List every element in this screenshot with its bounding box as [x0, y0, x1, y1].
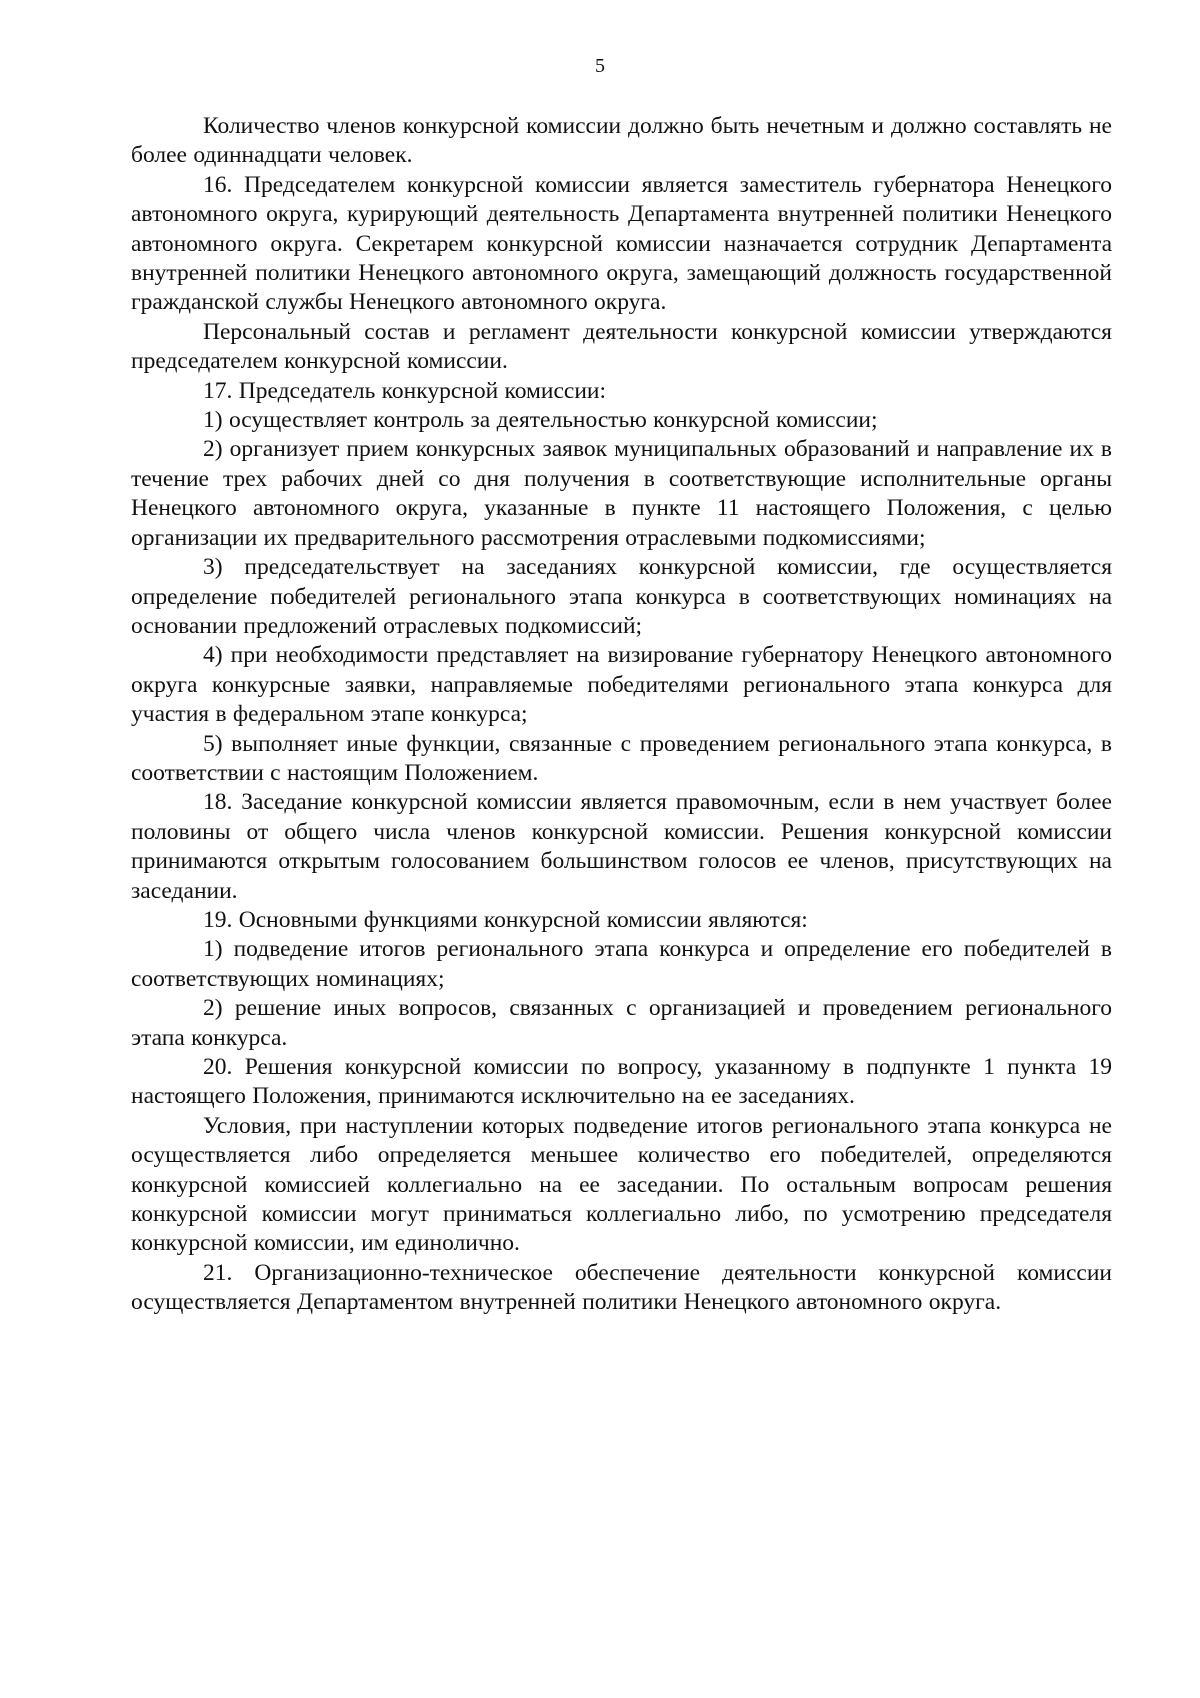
paragraph-commission-size: Количество членов конкурсной комиссии должно быть нечетным и должно составлять не более одиннадцати человек. [131, 113, 1112, 169]
list-item-17-2: 2) организует прием конкурсных заявок муниципальных образований и направление их в течение трех рабочих дней со дня получения в соответствующие исполнительные органы Ненецкого автономного округа, указанные в пункте 11 настоящего Положения, с целью организации их предварительного рассмотрения отраслевыми подкомиссиями; [131, 436, 1112, 551]
document-body [131, 112, 1112, 1318]
paragraph-17-chairman-duties: 17. Председатель конкурсной комиссии: [203, 377, 607, 404]
paragraph-20-decisions: 20. Решения конкурсной комиссии по вопросу, указанному в подпункте 1 пункта 19 настоящего Положения, принимаются исключительно на ее заседаниях. [131, 1054, 1112, 1110]
paragraph-16-chairman: 16. Председателем конкурсной комиссии является заместитель губернатора Ненецкого автономного округа, курирующий деятельность Департамента внутренней политики Ненецкого автономного округа. Секретарем конкурсной комиссии назначается сотрудник Департамента внутренней политики Ненецкого автономного округа, замещающий должность государственной гражданской службы Ненецкого автономного округа. [131, 171, 1112, 316]
list-item-17-3: 3) председательствует на заседаниях конкурсной комиссии, где осуществляется определение победителей регионального этапа конкурса в соответствующих номинациях на основании предложений отраслевых подкомиссий; [131, 554, 1112, 639]
paragraph-18-quorum: 18. Заседание конкурсной комиссии является правомочным, если в нем участвует более половины от общего числа членов конкурсной комиссии. Решения конкурсной комиссии принимаются открытым голосованием большинством голосов ее членов, присутствующих на заседании. [131, 789, 1112, 904]
paragraph-personal-composition: Персональный состав и регламент деятельности конкурсной комиссии утверждаются председателем конкурсной комиссии. [131, 318, 1112, 375]
list-item-17-5: 5) выполняет иные функции, связанные с проведением регионального этапа конкурса, в соответствии с настоящим Положением. [131, 730, 1112, 786]
list-item-17-1: 1) осуществляет контроль за деятельностью конкурсной комиссии; [203, 407, 878, 434]
paragraph-21-support: 21. Организационно-техническое обеспечение деятельности конкурсной комиссии осуществляется Департаментом внутренней политики Ненецкого автономного округа. [131, 1259, 1112, 1316]
paragraph-19-functions: 19. Основными функциями конкурсной комиссии являются: [203, 906, 808, 933]
list-item-19-1: 1) подведение итогов регионального этапа конкурса и определение его победителей в соответствующих номинациях; [131, 936, 1112, 992]
page-number: 5 [595, 55, 605, 77]
list-item-19-2: 2) решение иных вопросов, связанных с организацией и проведением регионального этапа конкурса. [131, 995, 1112, 1051]
list-item-17-4: 4) при необходимости представляет на визирование губернатору Ненецкого автономного округа конкурсные заявки, направляемые победителями регионального этапа конкурса для участия в федеральном этапе конкурса; [131, 642, 1112, 728]
paragraph-conditions: Условия, при наступлении которых подведение итогов регионального этапа конкурса не осуществляется либо определяется меньшее количество его победителей, определяются конкурсной комиссией коллегиально на ее заседании. По остальным вопросам решения конкурсной комиссии могут приниматься коллегиально либо, по усмотрению председателя конкурсной комиссии, им единолично. [131, 1112, 1112, 1257]
